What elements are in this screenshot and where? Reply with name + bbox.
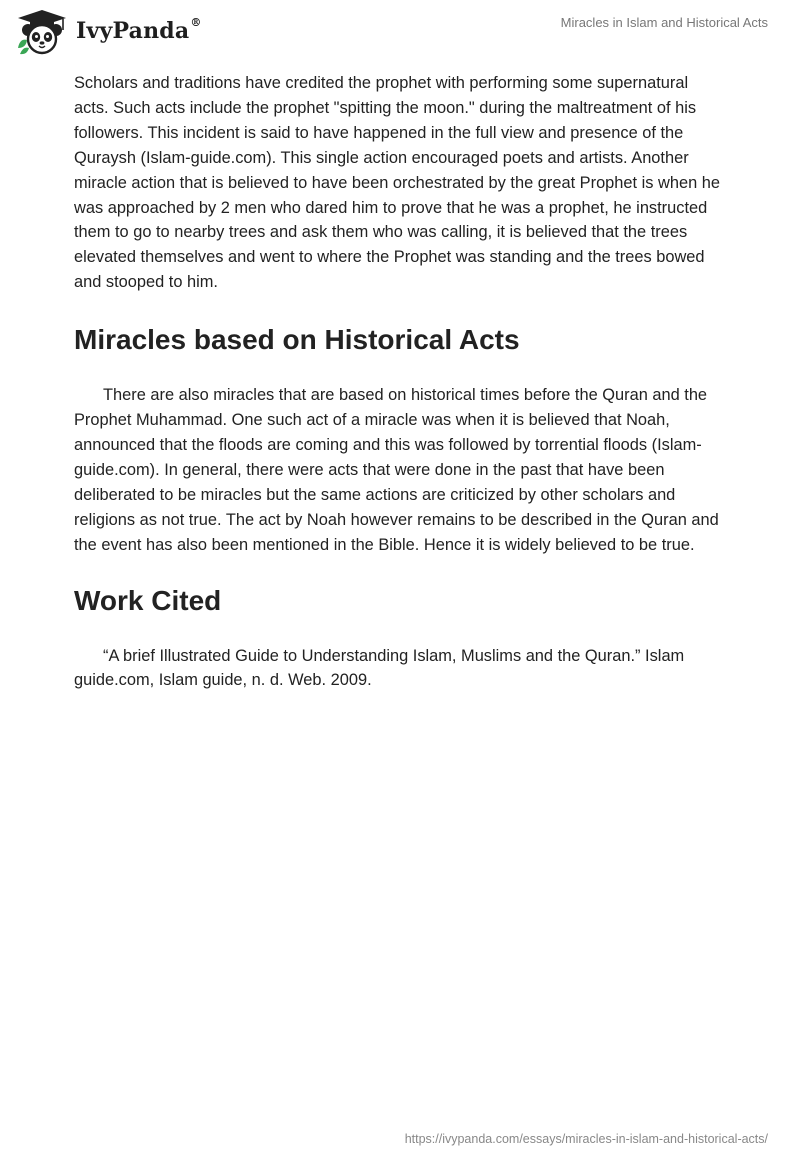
section-heading-historical-acts: Miracles based on Historical Acts <box>74 324 520 356</box>
ivypanda-logo[interactable] <box>14 8 202 56</box>
historical-acts-paragraph: There are also miracles that are based on historical times before the Quran and the Prophet Muhammad. One such act of a miracle was when it is believed that Noah, announced that the floods are coming and this was followed by torrential floods (Islam-guide.com). In general, there were acts that were done in the past that have been deliberated to be miracles but the same actions are criticized by other scholars and religions as not true. The act by Noah however remains to be described in the Quran and the event has also been mentioned in the Bible. Hence it is widely believed to be true. <box>74 386 719 554</box>
panda-logo-icon <box>14 8 70 56</box>
source-url-link[interactable]: https://ivypanda.com/essays/miracles-in-islam-and-historical-acts/ <box>404 1132 768 1146</box>
essay-content <box>74 71 724 693</box>
registered-mark: ® <box>190 15 202 29</box>
citation-entry: “A brief Illustrated Guide to Understanding Islam, Muslims and the Quran.” Islam guide.com, Islam guide, n. d. Web. 2009. <box>74 646 685 690</box>
logo-text: IvyPanda® <box>76 15 202 44</box>
document-title: Miracles in Islam and Historical Acts <box>560 15 768 30</box>
page-header <box>0 0 800 60</box>
section-heading-work-cited: Work Cited <box>74 584 222 616</box>
intro-paragraph: Scholars and traditions have credited the prophet with performing some supernatural acts. Such acts include the prophet "spitting the moon." during the maltreatment of his followers. This incident is said to have happened in the full view and presence of the Quraysh (Islam-guide.com). This single action encouraged poets and artists. Another miracle action that is believed to have been orchestrated by the great Prophet is when he was approached by 2 men who dared him to prove that he was a prophet, he instructed them to go to nearby trees and ask them who was calling, it is believed that the trees elevated themselves and went to where the Prophet was standing and the trees bowed and stooped to him. <box>74 74 720 292</box>
